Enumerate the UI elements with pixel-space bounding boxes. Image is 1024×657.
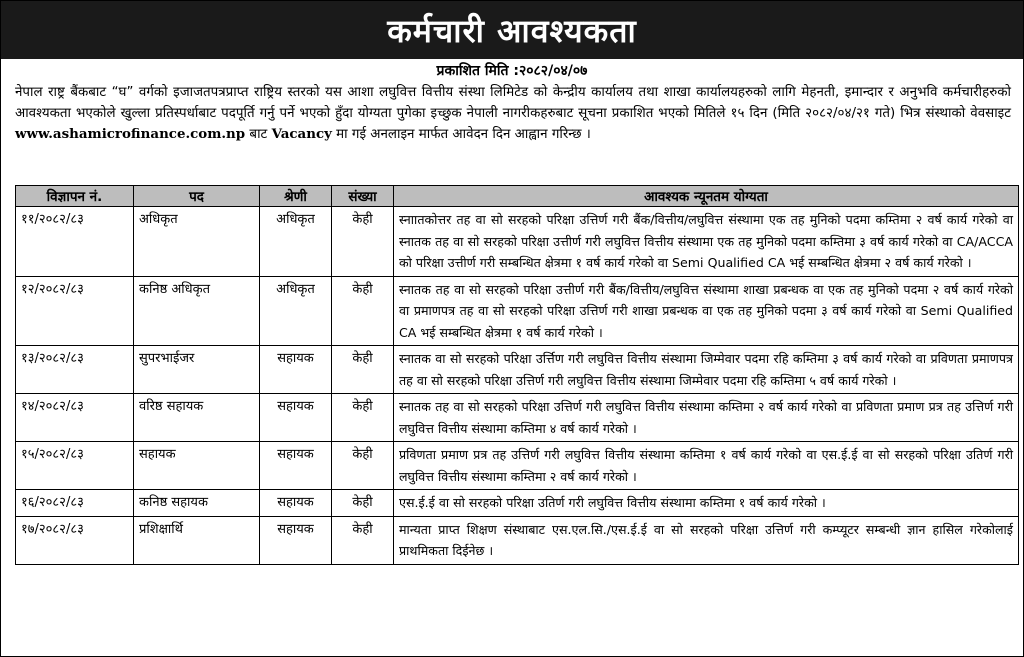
position: सहायक — [134, 442, 260, 490]
table-row — [16, 346, 1019, 394]
title-banner — [1, 1, 1023, 59]
header-count: संख्या — [332, 186, 394, 207]
category: अधिकृत — [260, 276, 332, 346]
header-ad-number: विज्ञापन नं. — [16, 186, 134, 207]
notice-text-intro: नेपाल राष्ट्र बैंकबाट “घ” वर्गको इजाजतपत्रप्राप्त राष्ट्रिय स्तरको यस आशा लघुवित्त वित्तीय संस्था लिमिटेड को केन्द्रीय कार्यालय तथा शाखा कार्यालयहरुको लागि मेहनती, इमान्दार र अनुभवि कर्मचारीहरुको आवश्यकता भएकोले खुल्ला प्रतिस्पर्धाबाट पदपूर्ति गर्नु पर्ने भएको हुँदा योग्यता पुगेका इच्छुक नेपाली नागरीकहरुबाट सूचना प्रकाशित भएको मितिले १५ दिन (मिति २०८२/०४/२१ गते) भित्र संस्थाको वेवसाइट — [15, 85, 1011, 121]
category: सहायक — [260, 442, 332, 490]
table-row — [16, 516, 1019, 564]
ad-number: १६/२०८२/८३ — [16, 490, 134, 517]
qualification: स्नातक वा सो सरहको परिक्षा उर्त्तिण गरी लघुवित्त वित्तीय संस्थामा जिम्मेवार पदमा रहि कम्तिमा ३ वर्ष कार्य गरेको वा प्रविणता प्रमाणपत्र तह वा सो सरहको परिक्षा उत्तिर्ण गरी लघुवित्त वित्तीय संस्थामा जिम्मेवार पदमा रहि कम्तिमा ५ वर्ष कार्य गरेको । — [394, 346, 1019, 394]
vacancy-table — [15, 185, 1019, 565]
qualification: स्नातक तह वा सो सरहको परिक्षा उत्तीर्ण गरी बैंक/वित्तीय/लघुवित्त संस्थामा शाखा प्रबन्धक वा एक तह मुनिको पदमा २ वर्ष कार्य गरेको वा प्रमाणपत्र तह वा सो सरहको परिक्षा उत्तिर्ण गरी शाखा प्रबन्धक वा एक तह मुनिको पदमा ३ वर्ष कार्य गरेको वा Semi Qualified CA भई सम्बन्धित क्षेत्रमा १ वर्ष कार्य गरेको । — [394, 276, 1019, 346]
ad-number: ११/२०८२/८३ — [16, 207, 134, 277]
position: सुपरभाईजर — [134, 346, 260, 394]
table-row — [16, 442, 1019, 490]
table-header-row — [16, 186, 1019, 207]
position: कनिष्ठ सहायक — [134, 490, 260, 517]
qualification: एस.ई.ई वा सो सरहको परिक्षा उतिर्ण गरी लघुवित्त वित्तीय संस्थामा कम्तिमा १ वर्ष कार्य गरेको । — [394, 490, 1019, 517]
qualification: स्नाातकोत्तर तह वा सो सरहको परिक्षा उत्तिर्ण गरी बैंक/वित्तीय/लघुवित्त संस्थामा एक तह मुनिको पदमा कम्तिमा २ वर्ष कार्य गरेको वा स्नातक तह वा सो सरहको परिक्षा उत्तीर्ण गरी लघुवित्त वित्तीय संस्थामा एक तह मुनिको पदमा कम्तिमा ३ वर्ष कार्य गरेको वा CA/ACCA को परिक्षा उत्तीर्ण गरी सम्बन्धित क्षेत्रमा १ वर्ष कार्य गरेको वा Semi Qualified CA भई सम्बन्धित क्षेत्रमा २ वर्ष कार्य गरेको । — [394, 207, 1019, 277]
table-row — [16, 490, 1019, 517]
qualification: स्नातक तह वा सो सरहको परिक्षा उत्तिर्ण गरी लघुवित्त वित्तीय संस्थामा कम्तिमा २ वर्ष कार्य गरेको वा प्रविणता प्रमाण प्रत्र तह उत्तिर्ण गरी लघुवित्त वित्तीय संस्थामा कम्तिमा ४ वर्ष कार्य गरेको । — [394, 394, 1019, 442]
notice-text-outro: मा गई अनलाइन मार्फत आवेदन दिन आह्वान गरिन्छ । — [336, 127, 591, 142]
position: वरिष्ठ सहायक — [134, 394, 260, 442]
position: अधिकृत — [134, 207, 260, 277]
count: केही — [332, 394, 394, 442]
category: सहायक — [260, 394, 332, 442]
ad-number: १७/२०८२/८३ — [16, 516, 134, 564]
ad-number: १५/२०८२/८३ — [16, 442, 134, 490]
category: सहायक — [260, 490, 332, 517]
notice-text-between: बाट — [249, 127, 268, 142]
table-row — [16, 394, 1019, 442]
count: केही — [332, 207, 394, 277]
page-title: कर्मचारी आवश्यकता — [387, 11, 637, 50]
ad-number: १४/२०८२/८३ — [16, 394, 134, 442]
count: केही — [332, 490, 394, 517]
table-row — [16, 276, 1019, 346]
ad-number: १२/२०८२/८३ — [16, 276, 134, 346]
category: सहायक — [260, 346, 332, 394]
count: केही — [332, 516, 394, 564]
header-position: पद — [134, 186, 260, 207]
published-date: प्रकाशित मिति :२०८२/०४/०७ — [436, 63, 588, 79]
vacancy-label: Vacancy — [271, 126, 332, 142]
ad-number: १३/२०८२/८३ — [16, 346, 134, 394]
table-row — [16, 207, 1019, 277]
count: केही — [332, 276, 394, 346]
position: कनिष्ठ अधिकृत — [134, 276, 260, 346]
category: अधिकृत — [260, 207, 332, 277]
notice-paragraph — [1, 81, 1023, 184]
position: प्रशिक्षार्थि — [134, 516, 260, 564]
count: केही — [332, 346, 394, 394]
qualification: मान्यता प्राप्त शिक्षण संस्थाबाट एस.एल.सि./एस.ई.ई वा सो सरहको परिक्षा उत्तिर्ण गरी कम्प्यूटर सम्बन्धी ज्ञान हासिल गरेकोलाई प्राथमिकता दिईनेछ । — [394, 516, 1019, 564]
header-qualification: आवश्यक न्यूनतम योग्यता — [394, 186, 1019, 207]
website-url: www.ashamicrofinance.com.np — [15, 126, 246, 142]
category: सहायक — [260, 516, 332, 564]
qualification: प्रविणता प्रमाण प्रत्र तह उत्तिर्ण गरी लघुवित्त वित्तीय संस्थामा कम्तिमा १ वर्ष कार्य गरेको वा एस.ई.ई वा सो सरहको परिक्षा उतिर्ण गरी लघुवित्त वित्तीय संस्थामा कम्तिमा २ वर्ष कार्य गरेको । — [394, 442, 1019, 490]
header-category: श्रेणी — [260, 186, 332, 207]
count: केही — [332, 442, 394, 490]
